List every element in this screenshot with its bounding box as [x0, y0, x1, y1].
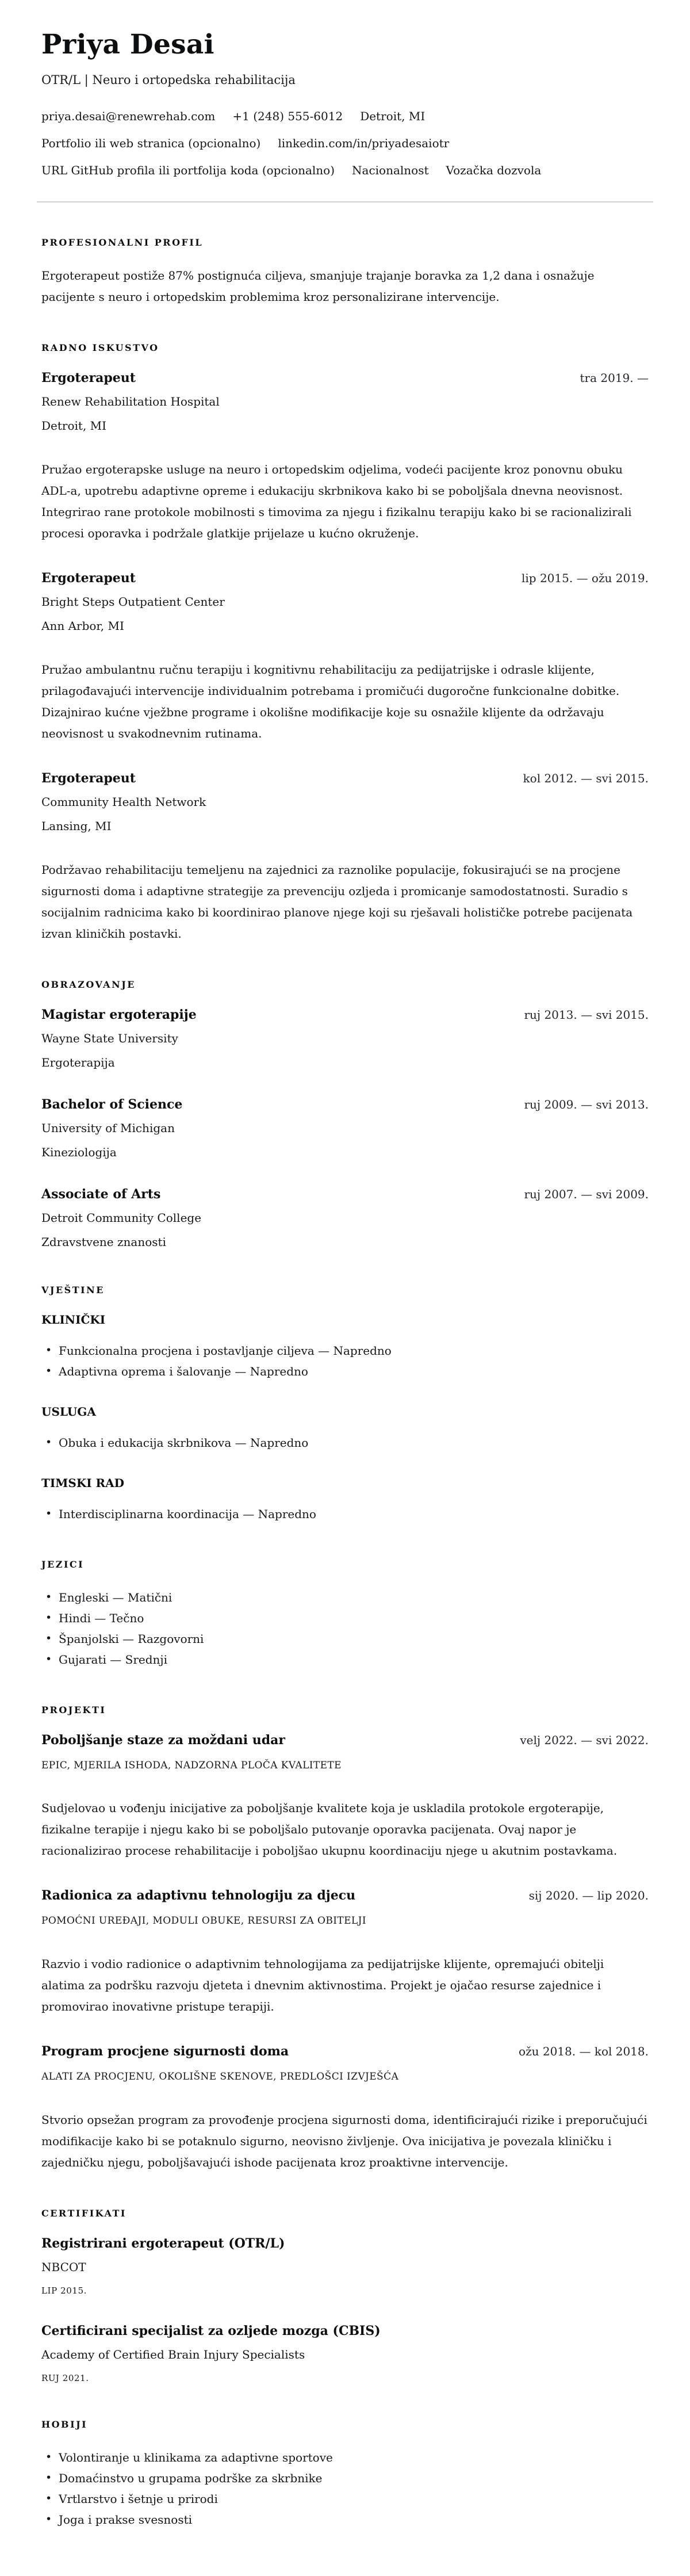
education-entry [41, 1097, 649, 1160]
degree-title: Magistar ergoterapije [41, 1007, 197, 1022]
job-dates: lip 2015. — ožu 2019. [522, 571, 649, 585]
section-certificates [41, 2208, 649, 2384]
skills-group-name: TIMSKI RAD [41, 1476, 125, 1490]
project-description: Sudjelovao u vođenju inicijative za poboljšanje kvalitete koja je uskladila protokole ergoterapije, fizikalne terapije i njegu kako bi se poboljšalo putovanje oporavka pacijenata. Ovaj napor je racionalizirao procese rehabilitacije i poboljšao ukupnu koordinaciju njege u akutnim postavkama. [41, 1801, 618, 1858]
section-heading-languages: JEZICI [41, 1558, 85, 1570]
project-entry [41, 1888, 649, 2017]
project-title: Radionica za adaptivnu tehnologiju za djecu [41, 1888, 356, 1904]
skills-group [41, 1476, 649, 1524]
field-of-study: Zdravstvene znanosti [41, 1235, 166, 1249]
education-dates: ruj 2007. — svi 2009. [524, 1187, 649, 1201]
job-company: Renew Rehabilitation Hospital [41, 394, 220, 408]
skills-group-name: USLUGA [41, 1404, 96, 1419]
section-heading-education: OBRAZOVANJE [41, 979, 136, 990]
project-dates: ožu 2018. — kol 2018. [519, 2044, 649, 2059]
section-heading-hobbies: HOBIJI [41, 2419, 88, 2430]
education-entry [41, 1187, 649, 1250]
contact-github-label: URL GitHub profila ili portfolija koda (opcionalno) [41, 163, 335, 177]
degree-title: Associate of Arts [41, 1186, 161, 1202]
section-heading-certificates: CERTIFIKATI [41, 2208, 126, 2219]
project-entry-header [41, 2044, 649, 2059]
project-entry-header [41, 1888, 649, 1903]
contact-row [41, 108, 649, 124]
certificate-date: RUJ 2021. [41, 2373, 89, 2384]
contact-email: priya.desai@renewrehab.com [41, 109, 216, 123]
resume-header [41, 29, 649, 202]
section-heading-profile: PROFESIONALNI PROFIL [41, 236, 204, 248]
contact-linkedin: linkedin.com/in/priyadesaiotr [278, 136, 450, 150]
section-heading-skills: VJEŠTINE [41, 1284, 105, 1295]
job-title: Ergoterapeut [41, 570, 136, 586]
education-dates: ruj 2009. — svi 2013. [524, 1097, 649, 1111]
school-name: University of Michigan [41, 1121, 175, 1135]
project-title: Poboljšanje staze za moždani udar [41, 1732, 285, 1748]
experience-entry [41, 771, 649, 945]
section-languages [41, 1559, 649, 1670]
candidate-headline: OTR/L | Neuro i ortopedska rehabilitacija [41, 73, 296, 87]
languages-list [41, 1587, 649, 1670]
skill-item: • Funkcionalna procjena i postavljanje ciljeva — Napredno [41, 1340, 649, 1361]
project-entry [41, 2044, 649, 2173]
field-of-study: Kineziologija [41, 1145, 117, 1159]
school-name: Detroit Community College [41, 1210, 202, 1225]
experience-entry [41, 571, 649, 744]
job-dates: tra 2019. — [580, 370, 649, 385]
hobby-item: • Joga i prakse svesnosti [41, 2509, 649, 2530]
section-heading-experience: RADNO ISKUSTVO [41, 342, 159, 353]
job-location: Detroit, MI [41, 418, 107, 433]
experience-entry-header [41, 771, 649, 786]
contact-nationality-label: Nacionalnost [352, 163, 429, 177]
certificate-title: Certificirani specijalist za ozljede mozga (CBIS) [41, 2323, 381, 2339]
hobby-item: • Vrtlarstvo i šetnje u prirodi [41, 2489, 649, 2509]
contact-driving-license-label: Vozačka dozvola [446, 163, 542, 177]
skills-group-name: KLINIČKI [41, 1312, 106, 1327]
field-of-study: Ergoterapija [41, 1055, 115, 1069]
job-company: Community Health Network [41, 794, 206, 809]
project-description: Razvio i vodio radionice o adaptivnim tehnologijama za pedijatrijske klijente, opremajući obitelji alatima za podršku razvoju djeteta i dnevnim aktivnostima. Projekt je ojačao resurse zajednice i promovirao inovativne pristupe terapiji. [41, 1957, 604, 2014]
certificate-entry [41, 2323, 649, 2384]
job-description: Pružao ergoterapske usluge na neuro i ortopedskim odjelima, vodeći pacijente kroz ponovnu obuku ADL-a, upotrebu adaptivne opreme i edukaciju skrbnikova kako bi se poboljšala dnevna neovisnost. Integrirao rane protokole mobilnosti s timovima za njegu i fizikalnu terapiju kako bi se racionalizirali procesi oporavka i podržale glatkije prijelaze u kućno okruženje. [41, 462, 632, 540]
section-hobbies [41, 2419, 649, 2530]
job-company: Bright Steps Outpatient Center [41, 594, 225, 609]
education-dates: ruj 2013. — svi 2015. [524, 1007, 649, 1022]
certificate-entry [41, 2236, 649, 2297]
section-profile [41, 237, 649, 308]
skill-item: • Adaptivna oprema i šalovanje — Napredno [41, 1361, 649, 1382]
project-dates: sij 2020. — lip 2020. [528, 1889, 649, 1903]
certificate-date: LIP 2015. [41, 2285, 87, 2296]
language-item: • Engleski — Matični [41, 1587, 649, 1608]
education-entry-header [41, 1007, 649, 1022]
language-item: • Hindi — Tečno [41, 1608, 649, 1629]
job-location: Ann Arbor, MI [41, 618, 124, 633]
project-entry [41, 1733, 649, 1862]
language-item: • Španjolski — Razgovorni [41, 1629, 649, 1649]
contact-portfolio-label: Portfolio ili web stranica (opcionalno) [41, 136, 261, 150]
section-skills [41, 1285, 649, 1524]
project-description: Stvorio opsežan program za provođenje procjena sigurnosti doma, identificirajući rizike i preporučujući modifikacije kako bi se potaknulo sigurno, neovisno življenje. Ova inicijativa je povezala kliničku i zajedničku njegu, poboljšavajući ishode pacijenata kroz proaktivne intervencije. [41, 2113, 647, 2170]
contact-row [41, 135, 649, 151]
section-experience [41, 342, 649, 945]
candidate-name: Priya Desai [41, 29, 214, 60]
skills-list [41, 1340, 649, 1382]
experience-entry [41, 370, 649, 544]
skills-list [41, 1504, 649, 1524]
job-description: Podržavao rehabilitaciju temeljenu na zajednici za raznolike populacije, fokusirajući se na procjene sigurnosti doma i adaptivne strategije za prevenciju ozljeda i promicanje samodostatnosti. Suradio s socijalnim radnicima kako bi koordinirao planove njege koji su rješavali holističke potrebe pacijenata izvan kliničkih postavki. [41, 862, 633, 941]
project-entry-header [41, 1733, 649, 1748]
project-title: Program procjene sigurnosti doma [41, 2044, 289, 2059]
education-entry-header [41, 1097, 649, 1112]
project-tech: POMOĆNI UREĐAJI, MODULI OBUKE, RESURSI ZA OBITELJI [41, 1915, 366, 1927]
education-entry [41, 1007, 649, 1071]
education-entry-header [41, 1187, 649, 1202]
job-title: Ergoterapeut [41, 770, 136, 786]
header-divider [37, 201, 653, 202]
contact-row [41, 162, 649, 178]
project-tech: EPIC, MJERILA ISHODA, NADZORNA PLOČA KVALITETE [41, 1759, 342, 1771]
contact-phone: +1 (248) 555-6012 [232, 109, 343, 123]
section-heading-projects: PROJEKTI [41, 1704, 106, 1715]
contact-location: Detroit, MI [360, 109, 425, 123]
skill-item: • Obuka i edukacija skrbnikova — Napredno [41, 1432, 649, 1453]
project-tech: ALATI ZA PROCJENU, OKOLIŠNE SKENOVE, PREDLOŠCI IZVJEŠĆA [41, 2071, 399, 2083]
hobby-item: • Volontiranje u klinikama za adaptivne sportove [41, 2447, 649, 2468]
hobby-item: • Domaćinstvo u grupama podrške za skrbnike [41, 2468, 649, 2489]
experience-entry-header [41, 370, 649, 385]
hobbies-list [41, 2447, 649, 2530]
section-projects [41, 1704, 649, 2173]
job-location: Lansing, MI [41, 819, 112, 833]
job-title: Ergoterapeut [41, 370, 136, 385]
profile-summary: Ergoterapeut postiže 87% postignuća ciljeva, smanjuje trajanje boravka za 1,2 dana i osnažuje pacijente s neuro i ortopedskim problemima kroz personalizirane intervencije. [41, 268, 595, 304]
section-education [41, 979, 649, 1250]
certificate-issuer: NBCOT [41, 2260, 86, 2275]
certificate-issuer: Academy of Certified Brain Injury Specialists [41, 2348, 305, 2362]
degree-title: Bachelor of Science [41, 1096, 183, 1112]
experience-entry-header [41, 571, 649, 586]
certificate-title: Registrirani ergoterapeut (OTR/L) [41, 2236, 285, 2252]
project-dates: velj 2022. — svi 2022. [520, 1733, 649, 1747]
skills-list [41, 1432, 649, 1453]
skills-group [41, 1405, 649, 1453]
job-description: Pružao ambulantnu ručnu terapiju i kognitivnu rehabilitaciju za pedijatrijske i odrasle klijente, prilagođavajući intervencije individualnim potrebama i promičući dugoročne funkcionalne dobitke. Dizajnirao kućne vježbne programe i okolišne modifikacije koje su osnažile klijente da održavaju neovisnost u svakodnevnim rutinama. [41, 662, 620, 740]
school-name: Wayne State University [41, 1031, 178, 1045]
language-item: • Gujarati — Srednji [41, 1649, 649, 1670]
skills-group [41, 1313, 649, 1382]
contact-block [41, 108, 649, 178]
skill-item: • Interdisciplinarna koordinacija — Napredno [41, 1504, 649, 1524]
job-dates: kol 2012. — svi 2015. [523, 771, 649, 785]
